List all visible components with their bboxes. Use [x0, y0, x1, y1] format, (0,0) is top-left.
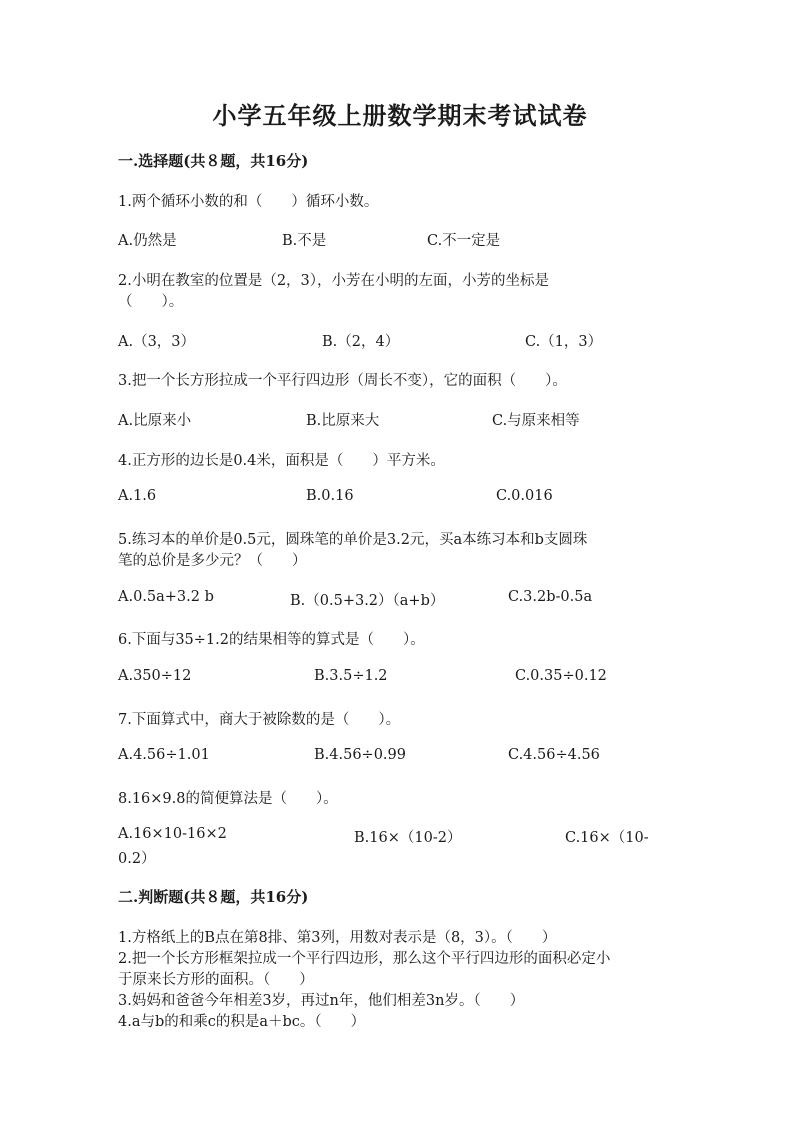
option-a: A.4.56÷1.01: [118, 747, 210, 763]
judge-item: 2.把一个长方形框架拉成一个平行四边形，那么这个平行四边形的面积必定小: [118, 951, 611, 967]
judge-item: 3.妈妈和爸爸今年相差3岁，再过n年，他们相差3n岁。（ ）: [118, 993, 525, 1009]
option-c: C.4.56÷4.56: [508, 747, 600, 763]
option-c: C.与原来相等: [492, 413, 580, 429]
option-c: C.16×（10-: [565, 830, 649, 846]
judge-item: 1.方格纸上的B点在第8排、第3列，用数对表示是（8，3）。（ ）: [118, 930, 557, 946]
option-a: A.0.5a+3.2 b: [118, 589, 214, 605]
option-c: C.（1，3）: [525, 334, 603, 350]
question-stem: 8.16×9.8的简便算法是（ ）。: [118, 791, 338, 807]
option-c: C.3.2b-0.5a: [508, 589, 593, 605]
question-stem-cont: （ ）。: [118, 294, 184, 310]
option-b: B.（2，4）: [322, 334, 400, 350]
option-a: A.1.6: [118, 488, 157, 504]
question-stem: 6.下面与35÷1.2的结果相等的算式是（ ）。: [118, 632, 425, 648]
question-stem: 7.下面算式中，商大于被除数的是（ ）。: [118, 712, 401, 728]
question-stem: 5.练习本的单价是0.5元，圆珠笔的单价是3.2元，买a本练习本和b支圆珠: [118, 532, 588, 548]
option-b: B.（0.5+3.2）（a+b）: [290, 593, 445, 609]
option-a: A.（3，3）: [118, 334, 196, 350]
option-a: A.350÷12: [118, 668, 192, 684]
option-a: A.仍然是: [118, 233, 177, 249]
option-a: A.比原来小: [118, 413, 192, 429]
question-stem-cont: 笔的总价是多少元？（ ）: [118, 553, 307, 569]
option-b: B.3.5÷1.2: [314, 668, 388, 684]
question-stem: 2.小明在教室的位置是（2，3），小芳在小明的左面，小芳的坐标是: [118, 273, 550, 289]
judge-item: 4.a与b的和乘c的积是a＋bc。（ ）: [118, 1014, 366, 1030]
option-b: B.16×（10-2）: [354, 830, 462, 846]
section-heading-judge: 二.判断题(共８题，共16分): [118, 888, 309, 906]
question-stem: 4.正方形的边长是0.4米，面积是（ ）平方米。: [118, 453, 445, 469]
option-b: B.0.16: [306, 488, 354, 504]
question-stem: 1.两个循环小数的和（ ）循环小数。: [118, 194, 379, 210]
option-c: C.0.35÷0.12: [515, 668, 607, 684]
section-heading-choice: 一.选择题(共８题，共16分): [118, 152, 309, 170]
question-stem: 3.把一个长方形拉成一个平行四边形（周长不变），它的面积（ ）。: [118, 373, 567, 389]
option-a: A.16×10-16×2: [118, 826, 227, 842]
page-title: 小学五年级上册数学期末考试试卷: [212, 101, 588, 130]
option-c: C.0.016: [496, 488, 553, 504]
option-c-wrap: 0.2）: [118, 851, 156, 867]
option-b: B.4.56÷0.99: [314, 747, 406, 763]
option-c: C.不一定是: [427, 233, 501, 249]
option-b: B.不是: [282, 233, 327, 249]
option-b: B.比原来大: [306, 413, 380, 429]
judge-item-cont: 于原来长方形的面积。（ ）: [118, 972, 314, 988]
